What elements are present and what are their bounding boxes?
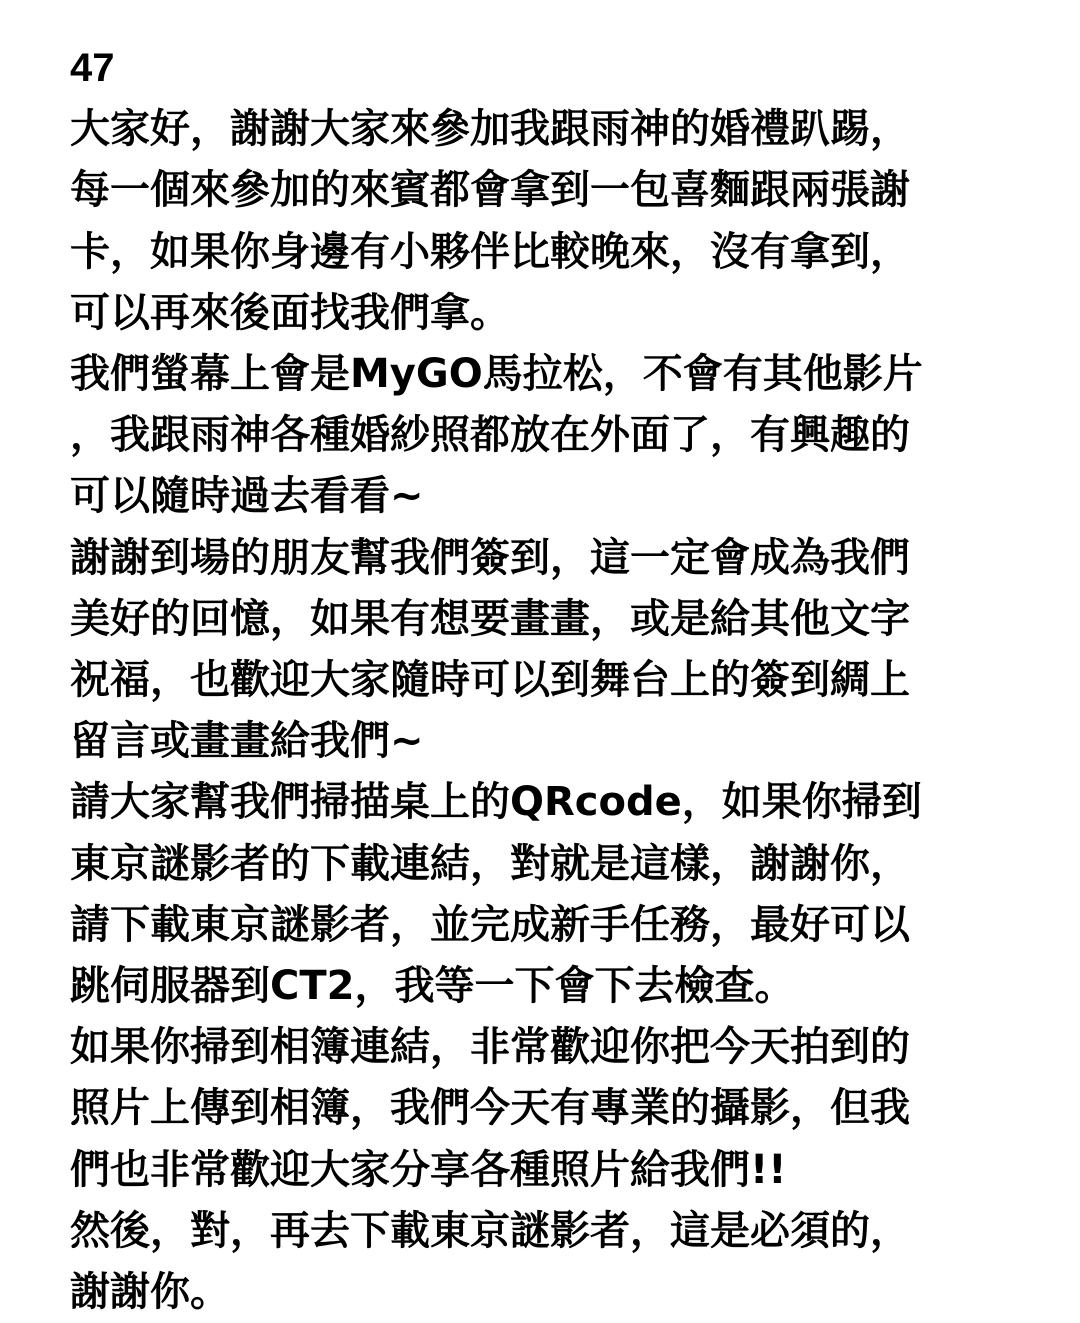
script-page <box>70 38 1000 1323</box>
paragraph-signin: 謝謝到場的朋友幫我們簽到，這一定會成為我們 美好的回憶，如果有想要畫畫，或是給其他文字 祝福，也歡迎大家隨時可以到舞台上的簽到綢上 留言或畫畫給我們~ <box>70 534 910 765</box>
paragraph-qrcode: 請大家幫我們掃描桌上的QRcode，如果你掃到 東京謎影者的下載連結，對就是這樣，謝謝你， 請下載東京謎影者，並完成新手任務，最好可以 跳伺服器到CT2，我等一下會下去檢查。 <box>70 779 922 1010</box>
page-number: 47 <box>70 46 115 90</box>
paragraph-album: 如果你掃到相簿連結，非常歡迎你把今天拍到的 照片上傳到相簿，我們今天有專業的攝影，但我 們也非常歡迎大家分享各種照片給我們!! <box>70 1024 910 1193</box>
paragraph-greeting: 大家好，謝謝大家來參加我跟雨神的婚禮趴踢， 每一個來參加的來賓都會拿到一包喜麵跟兩張謝 卡，如果你身邊有小夥伴比較晚來，沒有拿到， 可以再來後面找我們拿。 <box>70 106 910 336</box>
paragraph-closing: 然後，對，再去下載東京謎影者，這是必須的， 謝謝你。 <box>70 1207 910 1316</box>
paragraph-screen: 我們螢幕上會是MyGO馬拉松，不會有其他影片 ，我跟雨神各種婚紗照都放在外面了，有興趣的 可以隨時過去看看~ <box>70 351 923 520</box>
